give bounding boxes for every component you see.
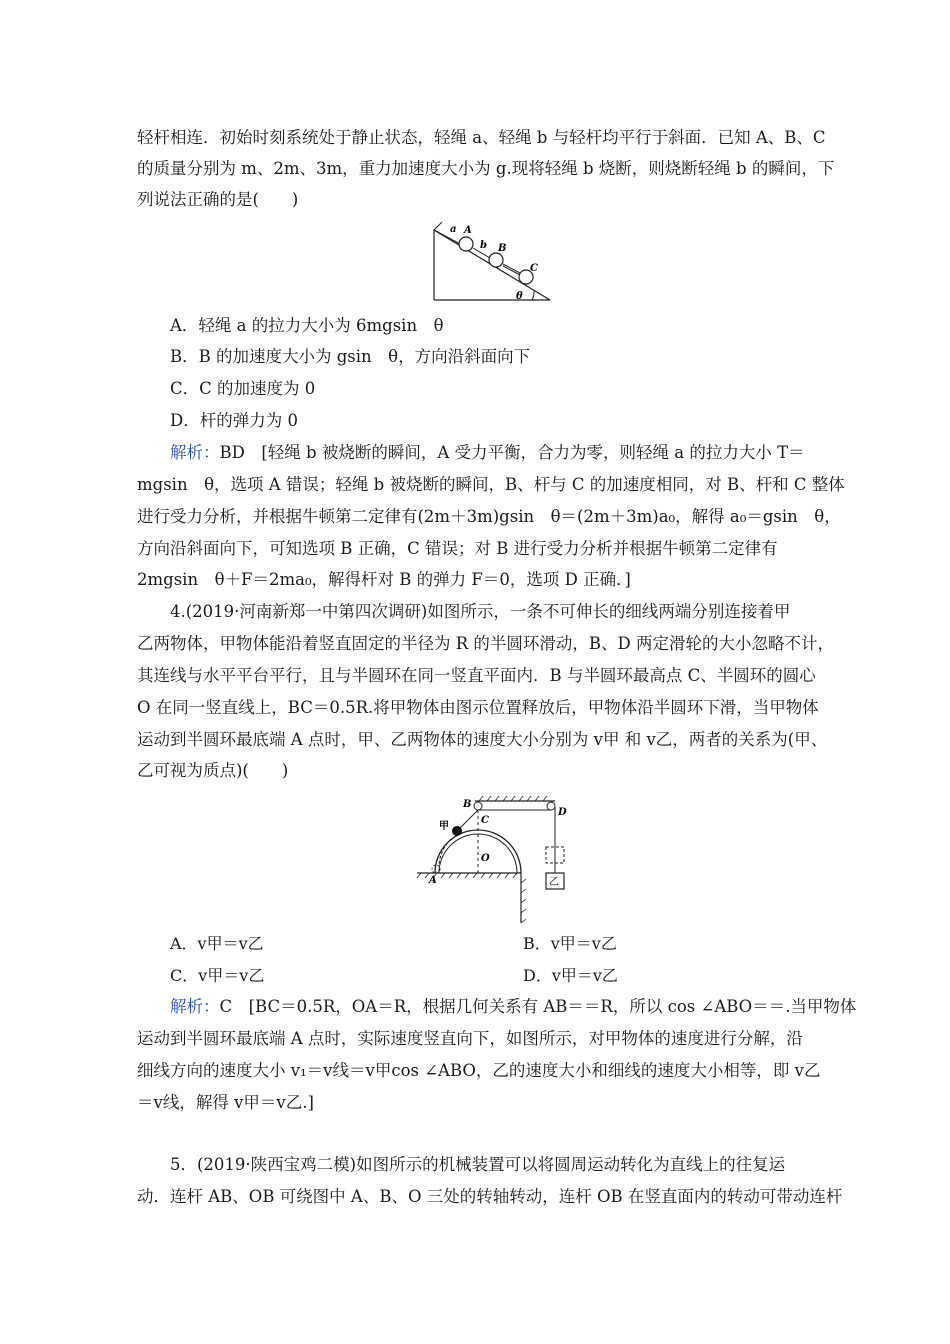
p4-option-a: A．v甲＝v乙: [170, 934, 264, 953]
p4-line-4: O 在同一竖直线上，BC＝0.5R.将甲物体由图示位置释放后，甲物体沿半圆环下滑，当甲物体: [137, 698, 819, 717]
p3-solution-line-5: 2mgsin θ＋F＝2ma₀，解得杆对 B 的弹力 F＝0，选项 D 正确．]: [137, 570, 631, 589]
p4-solution-line-4: ＝v线，解得 v甲＝v乙.]: [137, 1093, 314, 1112]
label-b: b: [480, 240, 487, 251]
label-a: a: [450, 224, 457, 235]
p4-line-5: 运动到半圆环最底端 A 点时，甲、乙两物体的速度大小分别为 v甲 和 v乙，两者的关系为(甲、: [137, 730, 828, 749]
p3-option-a: A．轻绳 a 的拉力大小为 6mgsin θ: [170, 316, 444, 335]
label-O: O: [481, 853, 490, 864]
p3-option-d: D．杆的弹力为 0: [170, 411, 298, 430]
p3-solution-line-1: 解析：BD [轻绳 b 被烧断的瞬间，A 受力平衡，合力为零，则轻绳 a 的拉力大小 T＝: [170, 443, 805, 462]
p3-solution-line-3: 进行受力分析，并根据牛顿第二定律有(2m＋3m)gsin θ＝(2m＋3m)a₀，解得 a₀＝gsin θ，: [137, 507, 841, 526]
p4-line-6: 乙可视为质点)( ): [137, 761, 289, 780]
solution-label: 解析：: [170, 997, 220, 1016]
p3-line-3: 列说法正确的是( ): [137, 190, 299, 209]
p3-solution-line-2: mgsin θ，选项 A 错误；轻绳 b 被烧断的瞬间，B、杆与 C 的加速度相同，对 B、杆和 C 整体: [137, 475, 845, 494]
label-yi: 乙: [549, 877, 559, 888]
p3-line-2: 的质量分别为 m、2m、3m，重力加速度大小为 g.现将轻绳 b 烧断，则烧断轻绳 b 的瞬间，下: [137, 159, 835, 178]
label-theta: θ: [516, 291, 523, 302]
p4-line-2: 乙两物体，甲物体能沿着竖直固定的半径为 R 的半圆环滑动，B、D 两定滑轮的大小忽略不计，: [137, 634, 835, 653]
p3-option-b: B．B 的加速度大小为 gsin θ，方向沿斜面向下: [170, 347, 531, 366]
pulley-figure: [415, 795, 575, 925]
p3-line-1: 轻杆相连．初始时刻系统处于静止状态，轻绳 a、轻绳 b 与轻杆均平行于斜面．已知 A、B、C: [137, 128, 826, 147]
label-B: B: [463, 799, 472, 810]
p4-line-1: 4.(2019·河南新郑一中第四次调研)如图所示，一条不可伸长的细线两端分别连接着甲: [170, 602, 791, 621]
solution-label: 解析：: [170, 443, 220, 462]
label-D: D: [558, 807, 567, 818]
p4-solution-line-1: 解析：C [BC＝0.5R，OA＝R，根据几何关系有 AB＝＝R，所以 cos ∠ABO＝＝.当甲物体: [170, 997, 857, 1016]
label-A: A: [429, 875, 437, 886]
p3-solution-line-4: 方向沿斜面向下，可知选项 B 正确，C 错误；对 B 进行受力分析并根据牛顿第二定律有: [137, 539, 778, 558]
p3-option-c: C．C 的加速度为 0: [170, 379, 316, 398]
incline-figure: [428, 220, 553, 305]
ball-b: [489, 253, 503, 267]
label-C: C: [481, 815, 489, 826]
label-C: C: [530, 263, 538, 274]
p4-solution-line-2: 运动到半圆环最底端 A 点时，实际速度竖直向下，如图所示，对甲物体的速度进行分解，沿: [137, 1029, 803, 1048]
label-A: A: [464, 225, 472, 236]
ball-a: [459, 237, 473, 251]
label-B: B: [498, 243, 507, 254]
p5-line-2: 动．连杆 AB、OB 可绕图中 A、B、O 三处的转轴转动，连杆 OB 在竖直面内的转动可带动连杆: [137, 1187, 843, 1206]
p4-option-c: C．v甲＝v乙: [170, 966, 265, 985]
p4-option-b: B．v甲＝v乙: [523, 934, 617, 953]
p5-line-1: 5．(2019·陕西宝鸡二模)如图所示的机械装置可以将圆周运动转化为直线上的往复运: [170, 1155, 786, 1174]
p4-option-d: D．v甲＝v乙: [523, 966, 618, 985]
p4-solution-line-3: 细线方向的速度大小 v₁＝v线＝v甲cos ∠ABO，乙的速度大小和细线的速度大小相等，即 v乙: [137, 1061, 821, 1080]
p4-line-3: 其连线与水平平台平行，且与半圆环在同一竖直平面内．B 与半圆环最高点 C、半圆环的圆心: [137, 666, 816, 685]
label-jia: 甲: [439, 821, 449, 832]
